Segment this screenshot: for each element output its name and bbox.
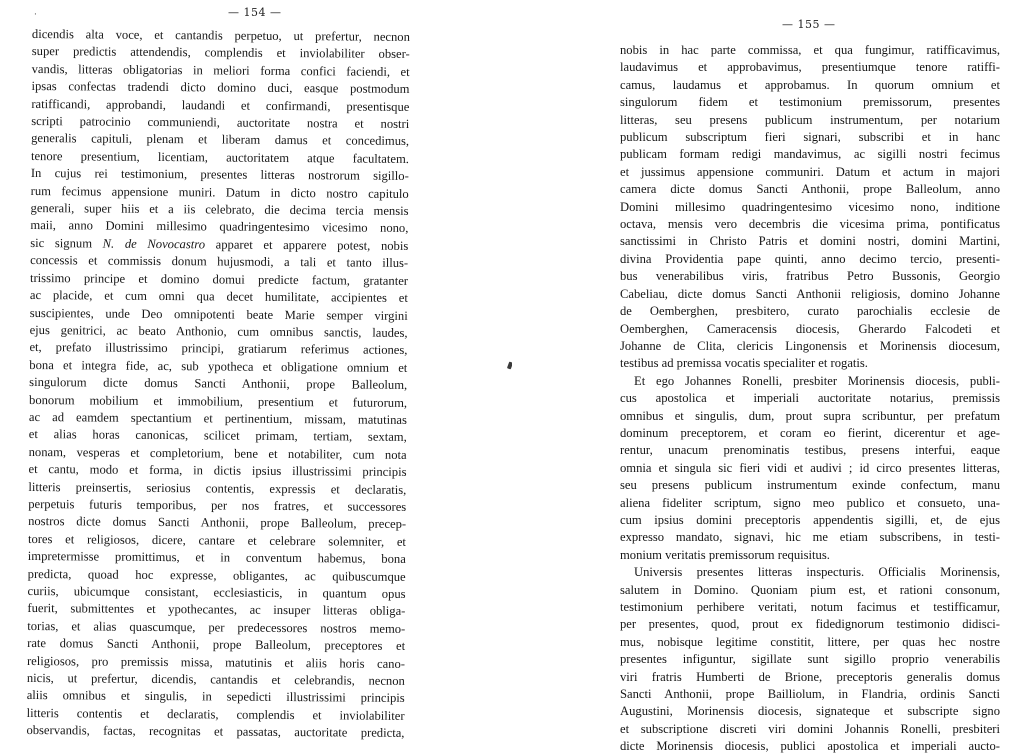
text-line: aliis omnibus et singulis, in sepedicti illustrissimi principis xyxy=(26,688,405,706)
left-page xyxy=(0,0,512,741)
text-line: singulorum fidem et testimonium premissorum, presentes xyxy=(620,95,1000,110)
text-line: viri fratris Humberti de Brione, preceptoris generalis domus xyxy=(620,669,1000,684)
text-line: bonorum mobilium et immobilium, presentium et futurorum, xyxy=(29,392,408,410)
text-line: generalis capituli, plenam et liberam damus et concedimus, xyxy=(31,131,410,149)
text-line: expresso mandato, signavi, hic me etiam subscribens, in testi- xyxy=(620,530,1000,545)
left-page-text xyxy=(26,26,410,743)
text-line: impretermisse promittimus, et in conventum habemus, bona xyxy=(27,549,406,567)
text-line: suscipientes, unde Deo omnipotenti beate Marie semper virgini xyxy=(29,305,408,323)
text-line: camera dicte domus Sancti Anthonii, prope Balleolum, anno xyxy=(620,182,1000,197)
text-line: litteras, seu presens publicum instrumentum, per notarium xyxy=(620,112,1000,127)
text-line: predicta, quoad hoc expresse, obligantes, ac quibuscumque xyxy=(27,566,406,584)
text-line: ipsas confectas tradendi dicto domino duci, easque postmodum xyxy=(31,79,410,97)
text-line: omnibus et singulis, dum, prout supra scribuntur, per prefatum xyxy=(620,408,1000,423)
italic-name: N. de Novocastro xyxy=(102,236,206,252)
left-page-number: — 154 — xyxy=(228,6,282,19)
text-line: In cujus rei testimonium, presentes litteras nostrorum sigillo- xyxy=(30,166,409,184)
text-line: Universis presentes litteras inspecturis. Officialis Morinensis, xyxy=(634,565,1000,580)
text-line: omnia et singula sic fieri vidi et audivi ; id circo presentes litteras, xyxy=(620,460,1000,475)
text-line: cum ipsius domini preceptoris appendentis sigilli, et, de ejus xyxy=(620,512,1000,527)
text-line: litteris contentis et declaratis, complendis et inviolabiliter xyxy=(26,705,405,723)
right-page-number: — 155 — xyxy=(782,18,836,31)
text-line: singulorum dicte domus Sancti Anthonii, prope Balleolum, xyxy=(29,375,408,393)
text-line: super predictis attendendis, complendis et inviolabiliter obser- xyxy=(31,44,410,62)
text-line: rum fecimus appensione muniri. Datum in dicto nostro capitulo xyxy=(30,183,409,201)
text-line: divina Providentia pape quinti, anno decimo tercio, presenti- xyxy=(620,251,1000,266)
text-line: cus apostolica et imperiali auctoritate notarius, premissis xyxy=(620,391,1000,406)
text-line: generali, super hiis et a iis celebrato, die decima tercia mensis xyxy=(30,201,409,219)
text-line: sic signum N. de Novocastro apparet et apparere potest, nobis xyxy=(30,235,409,253)
text-line: Cabeliau, dicte domus Sancti Anthonii religiosis, domino Johanne xyxy=(620,286,1000,301)
text-line: et jussimus appensione communiri. Datum et actum in majori xyxy=(620,164,1000,179)
text-line: seu presens publicum instrumentum exinde confectum, manu xyxy=(620,478,1000,493)
text-line: et alias horas canonicas, scilicet primam, tertiam, sextam, xyxy=(28,427,407,445)
text-line: sanctissimi in Christo Patris et domini nostri, domini Martini, xyxy=(620,234,1000,249)
text-line: per presentes, quod, prout ex fidedignorum testimonio didisci- xyxy=(620,617,1000,632)
text-line: litteris preinsertis, seriosius contentis, expressis et declaratis, xyxy=(28,479,407,497)
text-line: testimonium perhibere veritati, notum facimus et testifficamur, xyxy=(620,600,1000,614)
text-line: dominum preceptorem, et coram eo fierint, dicerentur et age- xyxy=(620,425,1000,440)
text-line: ratifficandi, approbandi, laudandi et confirmandi, presentisque xyxy=(31,96,410,114)
text-line: concessis et commissis donum hujusmodi, a tali et tanto illus- xyxy=(30,253,409,271)
text-line: publicam formam redigi mandavimus, ac sigilli nostri fecimus xyxy=(620,147,1000,162)
text-line: bus venerabilibus viris, fratribus Petro Bussonis, Georgio xyxy=(620,269,1000,284)
text-line: et subscriptione discreti viri domini Johannis Ronelli, presbiteri xyxy=(620,721,1000,736)
text-line: laudavimus et approbavimus, presentiumque tenore ratiffi- xyxy=(620,60,1000,75)
text-line: ac placide, et cum omni qua decet humilitate, accipientes et xyxy=(29,288,408,306)
text-line: maii, anno Domini millesimo quadringentesimo vicesimo nono, xyxy=(30,218,409,236)
text-line: publicum subscriptum fieri signari, subscribi et in hanc xyxy=(620,130,1000,145)
text-line: rate domus Sancti Anthonii, prope Balleolum, preceptores et xyxy=(27,636,406,654)
text-line: Johanne de Clita, clericis Lingonensis et Morinensis diocesum, xyxy=(620,338,1000,353)
right-page-text xyxy=(620,42,1000,756)
text-line: ac ad eamdem spectantium et pertinentium, missam, matutinas xyxy=(28,409,407,427)
text-line: fuerit, submittentes et ypothecantes, ac insuper litteras obliga- xyxy=(27,601,406,619)
text-line: de Oemberghen, presbitero, curato parochialis ecclesie de xyxy=(620,304,1000,319)
text-line: dicte Morinensis diocesis, publici apostolica et imperiali aucto- xyxy=(620,739,1000,754)
text-line: Et ego Johannes Ronelli, presbiter Morinensis diocesis, publi- xyxy=(634,373,1000,388)
right-page xyxy=(512,0,1024,754)
text-line: dicendis alta voce, et cantandis perpetuo, ut prefertur, necnon xyxy=(31,26,410,44)
text-line: mus, nobisque legitime constitit, littere, per quas hec nostre xyxy=(620,634,1000,649)
text-line: torias, et alias quascumque, per predecessores nostros memo- xyxy=(27,618,406,636)
text-line: curiis, ubicumque consistant, ecclesiasticis, in quantum opus xyxy=(27,583,406,601)
text-line: nostros dicte domus Sancti Anthonii, prope Balleolum, precep- xyxy=(28,514,407,532)
text-line: religiosos, pro premissis missa, matutinis et aliis horis cano- xyxy=(26,653,406,671)
text-line: tores et religiosos, dicere, cantare et celebrare solemniter, et xyxy=(27,531,407,549)
text-line: Domini millesimo quadringentesimo vicesimo nono, inditione xyxy=(620,199,1000,214)
text-line: observandis, factas, recognitas et passatas, auctoritate predicta, xyxy=(26,723,405,741)
text-line: rentur, unacum prenominatis testibus, presens interfui, eaque xyxy=(620,443,1000,458)
text-line: salutem in Domino. Quoniam pium est, et rationi consonum, xyxy=(620,582,1000,597)
text-line: monium veritatis premissorum requisitus. xyxy=(620,547,830,562)
speck-mark: · xyxy=(34,10,37,20)
text-line: perpetuis futuris temporibus, per nos fratres, et successores xyxy=(28,496,407,514)
text-line: Sancti Anthonii, prope Bailliolum, in Flandria, ordinis Sancti xyxy=(620,687,1000,702)
text-line: octava, mensis vero decembris die vicesima prima, pontificatus xyxy=(620,217,1000,232)
text-line: vandis, litteras obligatorias in meliori forma confici faciendi, et xyxy=(31,61,410,79)
text-line: et, prefato illustrissimo principi, gratiarum referimus actiones, xyxy=(29,340,408,358)
text-line: et cantu, modo et forma, in dictis ipsius illustrissimi principis xyxy=(28,462,407,480)
text-line: bona et integra fide, ac, sub ypotheca et obligatione omnium et xyxy=(29,357,408,375)
text-line: Oemberghen, Cameracensis diocesis, Gherardo Falcodeti et xyxy=(620,321,1000,336)
text-line: presentes infiguntur, sigillate sunt sigillo proprio venerabilis xyxy=(620,652,1000,667)
text-line: scripti patrocinio communiendi, auctoritate nostra et nostri xyxy=(31,114,410,131)
text-line: camus, laudamus et approbamus. In quorum omnium et xyxy=(620,77,1000,92)
text-line: nobis in hac parte commissa, et qua fungimur, ratifficavimus, xyxy=(620,43,1000,57)
text-line: tenore presentium, licentiam, auctoritatem atque facultatem. xyxy=(30,148,410,166)
text-line: testibus ad premissa vocatis specialiter et rogatis. xyxy=(620,356,868,371)
text-line: Augustini, Morinensis diocesis, signateque et subscripte signo xyxy=(620,704,1000,719)
text-line: trissimo principe et domino domui predicte factum, gratanter xyxy=(29,270,409,288)
text-line: nonam, vesperas et completorium, bene et notabiliter, cum nota xyxy=(28,444,407,462)
text-line: nicis, ut prefertur, dicendis, cantandis et celebrandis, necnon xyxy=(26,671,405,688)
text-line: aliena fideliter scriptum, signo meo publico et consueto, una- xyxy=(620,495,1000,510)
text-line: ejus genitrici, ac beato Anthonio, cum omnibus sanctis, laudes, xyxy=(29,322,408,340)
